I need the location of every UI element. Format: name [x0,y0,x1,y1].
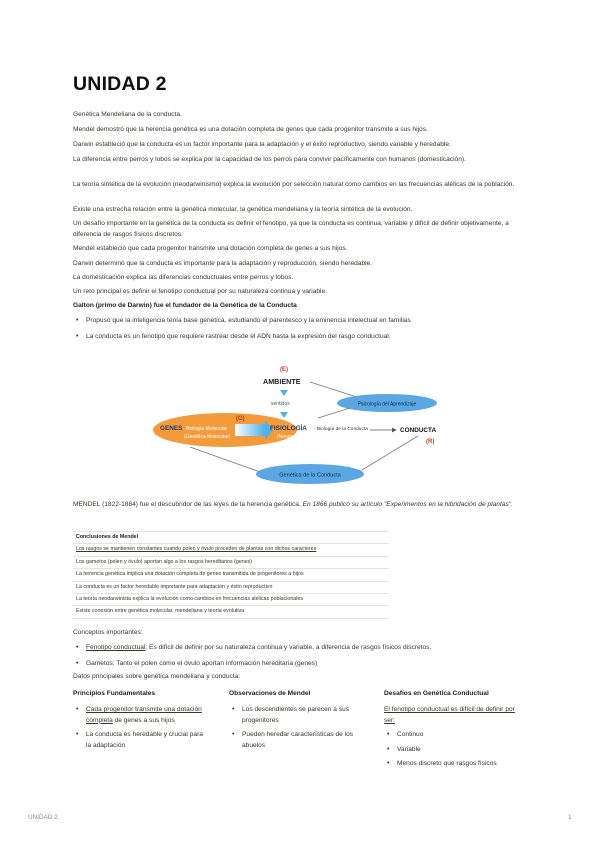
paragraph: Un desafío importante en la genética de la conducta es definir el fenotipo, ya que la conducta es continua, variable y difícil de definir objetivamente, a diferencia de rasgos físicos discretos. [73,220,509,238]
column-list [384,730,519,770]
list-item: • La conducta es un fenotipo que requiere rastrear desde el ADN hasta la expresión del rasgo conductual. [73,332,533,343]
table-row [73,594,389,606]
column-title: Principios Fundamentales [73,690,156,697]
list-item-underlined: Cada progenitor transmite una dotación completa [86,706,202,724]
genes-paren-label: (Genética Molecular) [184,434,231,440]
psicologia-label: Psicología del Aprendizaje [357,401,417,408]
table-row [73,556,389,568]
genes-arrow [235,424,265,436]
column-list [73,705,208,751]
mendel-italic: En 1866 publicó su artículo "Experimentos en la hibridación de plantas". [302,501,513,508]
mendel-text: MENDEL (1822-1884) fue el descubridor de las leyes de la herencia genética. [73,501,301,508]
r-label: (R) [426,439,435,445]
table-row [73,606,389,618]
list-item [73,643,533,654]
paragraph: Darwin estableció que la conducta es un factor importante para la adaptación y el éxito reproductivo, siendo variable y heredable. [73,141,451,148]
sentidos-label: sentidos [271,401,290,407]
list-item: • Propuso que la inteligencia tenía base genética, estudiando el parentesco y la eminencia intelectual en familias [73,316,533,327]
list-item [384,730,519,741]
list-item-text: La conducta es heredable y crucial para la adaptación [86,731,203,749]
table-header: Conclusiones de Mendel [73,532,389,544]
footer-page-number: 1 [568,814,572,821]
conceptos-list [73,643,533,674]
datos-heading: Datos principales sobre genética mendeliana y conducta: [73,673,241,680]
column-intro: El fenotipo conductual es difícil de definir por ser: [384,706,515,724]
galton-heading: Galton (primo de Darwin) fue el fundador de la Genética de la Conducta [73,302,297,309]
table-header-row [73,532,389,544]
mendel-paragraph [73,500,533,511]
paragraph: Mendel demostró que la herencia genética es una dotación completa de genes que cada progenitor transmite a sus hijos. [73,126,428,133]
galton-list [73,316,533,347]
genetica-label: Genética de la Conducta [279,472,341,479]
genes-label: GENES [160,425,183,432]
list-item [73,730,208,751]
paragraph: La domesticación explica las diferencias conductuales entre perros y lobos. [73,274,294,281]
table-row [73,581,389,593]
e-label: (E) [280,367,288,373]
table-cell: Existe conexión entre genética molecular, mendeliana y teoría evolutiva [73,606,389,618]
table-row [73,544,389,556]
paragraph: Darwin determinó que la conducta es importante para la adaptación y reproducción, siendo heredable. [73,260,373,267]
column-observaciones [229,690,364,755]
fisiologia-label: FISIOLOGÍA [270,425,307,432]
list-item [73,659,533,670]
g-label: (G) [236,416,245,422]
ambiente-label: AMBIENTE [263,377,301,386]
concept-text: : Tanto el polen como el óvulo aportan información hereditaria (genes) [112,659,318,667]
list-item-text: Pueden heredar características de los abuelos [242,731,354,749]
table-cell: La herencia genética implica una dotación completa de genes transmitida de progenitores a hijos [73,569,389,581]
connector-line [310,382,360,398]
list-item-text: Variable [397,745,421,753]
table-row [73,569,389,581]
table-cell: Los rasgos se mantienen constantes cuando polen y óvulo proceden de plantas con dichos caracteres [73,544,389,556]
footer-title: UNIDAD 2 [28,814,58,821]
list-item [73,705,208,726]
down-arrow-icon [280,390,288,396]
column-list [229,705,364,751]
genetics-diagram [150,360,460,490]
conducta-label: CONDUCTA [400,427,437,434]
table-cell: La conducta es un factor heredable importante para adaptación y éxito reproductivo [73,581,389,593]
column-desafios [384,690,519,774]
concept-text: : Es difícil de definir por su naturaleza continua y variable, a diferencia de rasgos físicos discretos. [145,644,432,651]
paragraph: Genética Mendeliana de la conducta. [73,111,182,118]
list-item-text: Los descendientes se parecen a sus progenitores [242,706,350,724]
conceptos-heading: Conceptos importantes: [73,629,143,636]
list-item-text: Menos discreto que rasgos físicos [397,760,497,768]
concept-term: Fenotipo conductual [86,644,146,651]
paragraph: Mendel estableció que cada progenitor transmite una dotación completa de genes a sus hijos. [73,245,348,252]
connector-line [190,447,260,472]
paragraph: La teoría sintética de la evolución (neodarwinismo) explica la evolución por selección natural como cambios en las frecuencias alélicas de la población. [73,181,515,188]
mendel-table [73,531,389,619]
connector-line [318,408,350,418]
page-title: UNIDAD 2 [73,73,167,95]
concept-term: Gametos [86,659,113,667]
column-title: Desafíos en Genética Conductual [384,690,489,697]
table-cell: Los gametos (polen y óvulo) aportan algo a los rasgos hereditarios (genes) [73,556,389,568]
genes-sub-label: - Biología Molecular [183,426,228,432]
paragraph: La diferencia entre perros y lobos se explica por la capacidad de los perros para convivir pacíficamente con humanos (domesticación). [73,156,466,163]
fisiologia-paren-label: (Neurociencia) [277,434,310,440]
list-item [384,745,519,756]
table-cell: La teoría neodarwinista explica la evolución como cambios en frecuencias alélicas poblacionales [73,594,389,606]
column-title: Observaciones de Mendel [229,690,311,697]
list-item-text: de genes a sus hijos [112,716,175,724]
down-arrow-icon [280,412,288,418]
column-principios [73,690,208,755]
fisiologia-sub-label: - Biología de la Conducta [314,427,368,432]
list-item-text: Continuo [397,731,424,739]
list-item [384,759,519,770]
list-item [229,705,364,726]
paragraph: Un reto principal es definir el fenotipo conductual por su naturaleza continua y variable. [73,288,328,295]
paragraph: Existe una estrecha relación entre la genética molecular, la genética mendeliana y la teoría sintética de la evolución. [73,206,413,213]
list-item [229,730,364,751]
